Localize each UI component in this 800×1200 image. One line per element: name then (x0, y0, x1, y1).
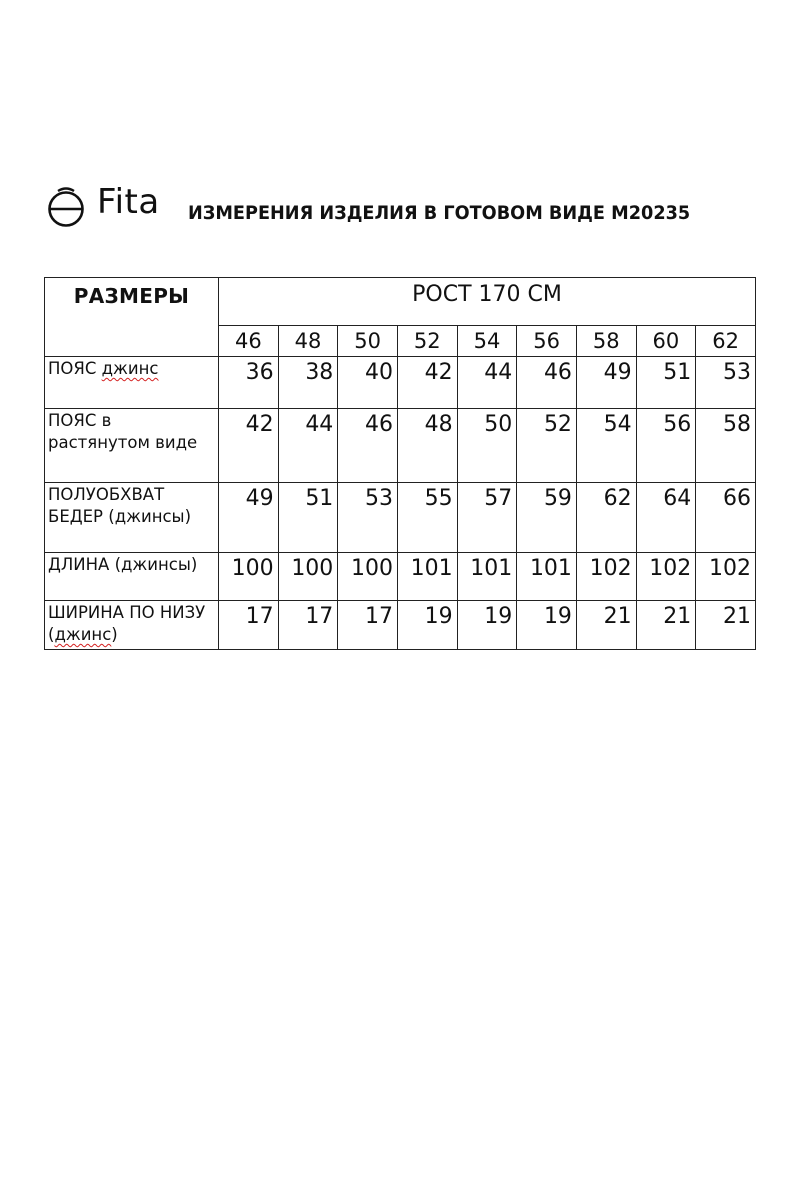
table-row (45, 357, 756, 409)
measurement-value: 66 (696, 483, 756, 553)
measurement-value: 54 (576, 409, 636, 483)
measurement-label (45, 601, 219, 650)
page-title: ИЗМЕРЕНИЯ ИЗДЕЛИЯ В ГОТОВОМ ВИДЕ М20235 (188, 202, 691, 224)
measurement-label-text: ШИРИНА ПО НИЗУ ( (48, 603, 206, 644)
measurement-value: 55 (397, 483, 457, 553)
measurement-value: 56 (636, 409, 696, 483)
measurement-label-text: ДЛИНА (джинсы) (48, 555, 198, 574)
measurement-value: 21 (576, 601, 636, 650)
table-header-row (45, 278, 756, 326)
spellcheck-marked-word: джинс (54, 625, 112, 644)
size-chart-table (44, 277, 756, 650)
measurement-value: 42 (397, 357, 457, 409)
measurement-value: 100 (338, 553, 398, 601)
size-header-cell: 50 (338, 325, 398, 356)
size-header-cell: 46 (219, 325, 279, 356)
size-header-cell: 52 (397, 325, 457, 356)
measurement-value: 51 (636, 357, 696, 409)
measurement-value: 58 (696, 409, 756, 483)
size-header-cell: 60 (636, 325, 696, 356)
measurement-value: 100 (278, 553, 338, 601)
measurement-value: 49 (219, 483, 279, 553)
brand-logo-text: Fita (97, 182, 160, 222)
measurement-value: 19 (517, 601, 577, 650)
measurement-label (45, 553, 219, 601)
measurement-value: 21 (636, 601, 696, 650)
measurement-value: 44 (278, 409, 338, 483)
measurement-value: 52 (517, 409, 577, 483)
spellcheck-marked-word: джинс (101, 359, 159, 378)
measurement-value: 57 (457, 483, 517, 553)
measurement-label-text: ПОЯС (48, 359, 97, 378)
measurement-value: 21 (696, 601, 756, 650)
measurement-value: 53 (338, 483, 398, 553)
measurement-value: 51 (278, 483, 338, 553)
measurement-value: 19 (397, 601, 457, 650)
measurement-value: 50 (457, 409, 517, 483)
measurement-value: 17 (219, 601, 279, 650)
measurement-value: 64 (636, 483, 696, 553)
measurement-label-text: ПОЯС в растянутом виде (48, 411, 198, 452)
size-header-cell: 54 (457, 325, 517, 356)
measurement-value: 102 (576, 553, 636, 601)
measurement-value: 38 (278, 357, 338, 409)
fita-logo-icon (46, 185, 86, 229)
size-header-cell: 58 (576, 325, 636, 356)
measurement-value: 49 (576, 357, 636, 409)
measurement-value: 17 (338, 601, 398, 650)
table-row (45, 601, 756, 650)
measurement-value: 19 (457, 601, 517, 650)
measurement-label (45, 357, 219, 409)
measurement-value: 53 (696, 357, 756, 409)
measurement-value: 100 (219, 553, 279, 601)
size-header-cell: 48 (278, 325, 338, 356)
measurement-value: 101 (397, 553, 457, 601)
measurement-value: 40 (338, 357, 398, 409)
size-header-cell: 56 (517, 325, 577, 356)
measurement-label-text: ПОЛУОБХВАТ БЕДЕР (джинсы) (48, 485, 192, 526)
measurement-value: 48 (397, 409, 457, 483)
table-row (45, 409, 756, 483)
measurement-label (45, 409, 219, 483)
measurement-value: 42 (219, 409, 279, 483)
measurement-value: 102 (696, 553, 756, 601)
measurement-label-suffix: ) (111, 625, 118, 644)
measurement-value: 102 (636, 553, 696, 601)
measurement-value: 101 (457, 553, 517, 601)
measurement-value: 59 (517, 483, 577, 553)
measurement-value: 46 (338, 409, 398, 483)
sizes-column-header: РАЗМЕРЫ (45, 278, 219, 357)
table-row (45, 553, 756, 601)
measurement-value: 46 (517, 357, 577, 409)
measurement-value: 44 (457, 357, 517, 409)
measurement-label (45, 483, 219, 553)
document-header (46, 178, 766, 234)
measurement-value: 101 (517, 553, 577, 601)
measurement-value: 62 (576, 483, 636, 553)
size-header-cell: 62 (696, 325, 756, 356)
measurement-value: 36 (219, 357, 279, 409)
height-group-header: РОСТ 170 СМ (219, 278, 756, 326)
measurement-value: 17 (278, 601, 338, 650)
table-row (45, 483, 756, 553)
